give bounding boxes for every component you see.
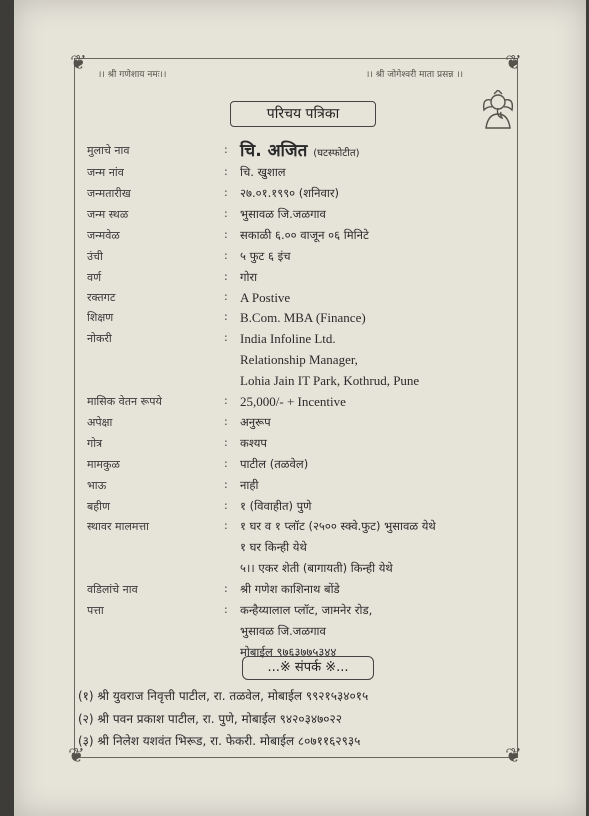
contact-heading: ...※ संपर्क ※... [242, 656, 374, 680]
field-value-text: २७.०१.१९९० (शनिवार) [240, 186, 340, 200]
field-row [0, 519, 589, 539]
field-label: मामकुळ [87, 458, 120, 471]
field-label: वडिलांचे नाव [87, 583, 138, 596]
right-invocation: ।। श्री जोगेश्वरी माता प्रसन्न ।। [366, 70, 464, 80]
field-row [0, 394, 589, 414]
field-value [240, 540, 307, 555]
field-value-text: India Infoline Ltd. [240, 331, 336, 346]
contact-line: (१) श्री युवराज निवृत्ती पाटील, रा. तळवेल, मोबाईल ९९२१५३४०१५ [78, 689, 369, 703]
page-title: परिचय पत्रिका [230, 101, 376, 127]
field-separator: : [224, 186, 228, 199]
field-row [0, 331, 589, 351]
field-label: जन्मतारीख [87, 187, 131, 200]
field-note: (घटस्फोटीत) [313, 148, 360, 159]
field-row [0, 310, 589, 330]
field-label: भाऊ [87, 479, 107, 492]
field-value [240, 457, 308, 472]
field-label: जन्म स्थळ [87, 208, 129, 221]
field-value [240, 290, 290, 306]
field-value-text: चि. अजित [240, 141, 308, 161]
field-separator: : [224, 207, 228, 220]
field-separator: : [224, 249, 228, 262]
field-row [0, 352, 589, 372]
field-value-text: सकाळी ६.०० वाजून ०६ मिनिटे [240, 228, 369, 242]
field-label: जन्म नांव [87, 166, 124, 179]
field-row [0, 290, 589, 310]
field-value [240, 499, 312, 514]
field-value-text: १ घर व १ प्लॉट (२५०० स्क्वे.फुट) भुसावळ येथे [240, 519, 436, 533]
field-separator: : [224, 478, 228, 491]
field-label: मुलाचे नाव [87, 144, 130, 157]
field-value-text: 25,000/- + Incentive [240, 394, 346, 409]
field-label: अपेक्षा [87, 416, 113, 429]
field-value [240, 207, 326, 222]
field-value-text: A Postive [240, 290, 291, 305]
field-separator: : [224, 457, 228, 470]
field-row [0, 624, 589, 644]
field-row [0, 457, 589, 477]
field-value-text: चि. खुशाल [240, 165, 286, 179]
border-top [74, 58, 518, 59]
field-separator: : [224, 228, 228, 241]
field-separator: : [224, 499, 228, 512]
field-label: रक्तगट [87, 291, 116, 304]
field-value [240, 436, 267, 451]
field-value [240, 270, 257, 285]
field-value [240, 478, 258, 493]
field-label: वर्ण [87, 271, 102, 284]
left-invocation: ।। श्री गणेशाय नमः।। [98, 70, 167, 80]
field-value [240, 603, 372, 618]
field-row [0, 228, 589, 248]
field-separator: : [224, 143, 228, 156]
field-value-text: १ (विवाहीत) पुणे [240, 499, 312, 513]
field-value-text: कन्हैय्यालाल प्लॉट, जामनेर रोड, [240, 603, 373, 617]
field-separator: : [224, 394, 228, 407]
field-value-text: कश्यप [240, 436, 267, 450]
field-separator: : [224, 415, 228, 428]
ganesh-icon [476, 90, 520, 130]
field-separator: : [224, 290, 228, 303]
field-value [240, 624, 326, 639]
field-label: पत्ता [87, 604, 104, 617]
field-value-text: Relationship Manager, [240, 352, 358, 367]
field-value-text: १ घर किन्ही येथे [240, 540, 307, 554]
field-row [0, 207, 589, 227]
field-value [240, 561, 393, 576]
field-row [0, 143, 589, 163]
field-value-text: मोबाईल ९७६३७७५३४४ [240, 645, 337, 659]
field-value [240, 519, 436, 534]
field-row [0, 415, 589, 435]
field-separator: : [224, 270, 228, 283]
border-bottom [74, 757, 518, 758]
corner-ornament-top-right: ❦ [505, 50, 522, 74]
field-value [240, 310, 366, 326]
field-value-text: भुसावळ जि.जळगाव [240, 207, 326, 221]
field-value-text: नाही [240, 478, 259, 492]
field-value-text: Lohia Jain IT Park, Kothrud, Pune [240, 373, 420, 388]
field-value [240, 394, 346, 410]
field-value [240, 352, 358, 368]
field-value-text: अनुरूप [240, 415, 271, 429]
field-label: मासिक वेतन रूपये [87, 395, 162, 408]
field-value-text: पाटील (तळवेल) [240, 457, 309, 471]
field-value-text: गोरा [240, 270, 258, 284]
field-value-text: भुसावळ जि.जळगाव [240, 624, 326, 638]
field-row [0, 249, 589, 269]
field-label: नोकरी [87, 332, 112, 345]
field-separator: : [224, 310, 228, 323]
field-value [240, 415, 271, 430]
field-value-text: ५ फुट ६ इंच [240, 249, 291, 263]
field-separator: : [224, 165, 228, 178]
field-value [240, 186, 339, 201]
field-row [0, 165, 589, 185]
corner-ornament-bottom-left: ❦ [68, 743, 85, 767]
corner-ornament-bottom-right: ❦ [505, 743, 522, 767]
field-row [0, 270, 589, 290]
contact-line: (२) श्री पवन प्रकाश पाटील, रा. पुणे, मोबाईल ९४२०३४७०२२ [78, 712, 343, 726]
field-value [240, 582, 340, 597]
field-label: बहीण [87, 500, 110, 513]
field-separator: : [224, 582, 228, 595]
field-value [240, 373, 419, 389]
field-value-text: श्री गणेश काशिनाथ बोंडे [240, 582, 340, 596]
field-label: जन्मवेळ [87, 229, 120, 242]
field-value [240, 228, 369, 243]
corner-ornament-top-left: ❦ [70, 50, 87, 74]
field-value-text: ५।। एकर शेती (बागायती) किन्ही येथे [240, 561, 393, 575]
field-row [0, 561, 589, 581]
field-row [0, 186, 589, 206]
contact-line: (३) श्री निलेश यशवंत भिरूड, रा. फेकरी. मोबाईल ८०७११६२९३५ [78, 734, 361, 748]
field-separator: : [224, 519, 228, 532]
field-value [240, 249, 291, 264]
field-row [0, 582, 589, 602]
field-value [240, 165, 286, 180]
field-row [0, 373, 589, 393]
field-value [240, 331, 336, 347]
field-label: उंची [87, 250, 103, 263]
field-separator: : [224, 331, 228, 344]
field-label: स्थावर मालमत्ता [87, 520, 149, 533]
field-value-text: B.Com. MBA (Finance) [240, 310, 366, 325]
field-row [0, 478, 589, 498]
field-value [240, 138, 359, 161]
field-row [0, 436, 589, 456]
field-label: शिक्षण [87, 311, 114, 324]
field-separator: : [224, 603, 228, 616]
field-label: गोत्र [87, 437, 103, 450]
field-row [0, 499, 589, 519]
field-row [0, 603, 589, 623]
field-row [0, 540, 589, 560]
field-separator: : [224, 436, 228, 449]
